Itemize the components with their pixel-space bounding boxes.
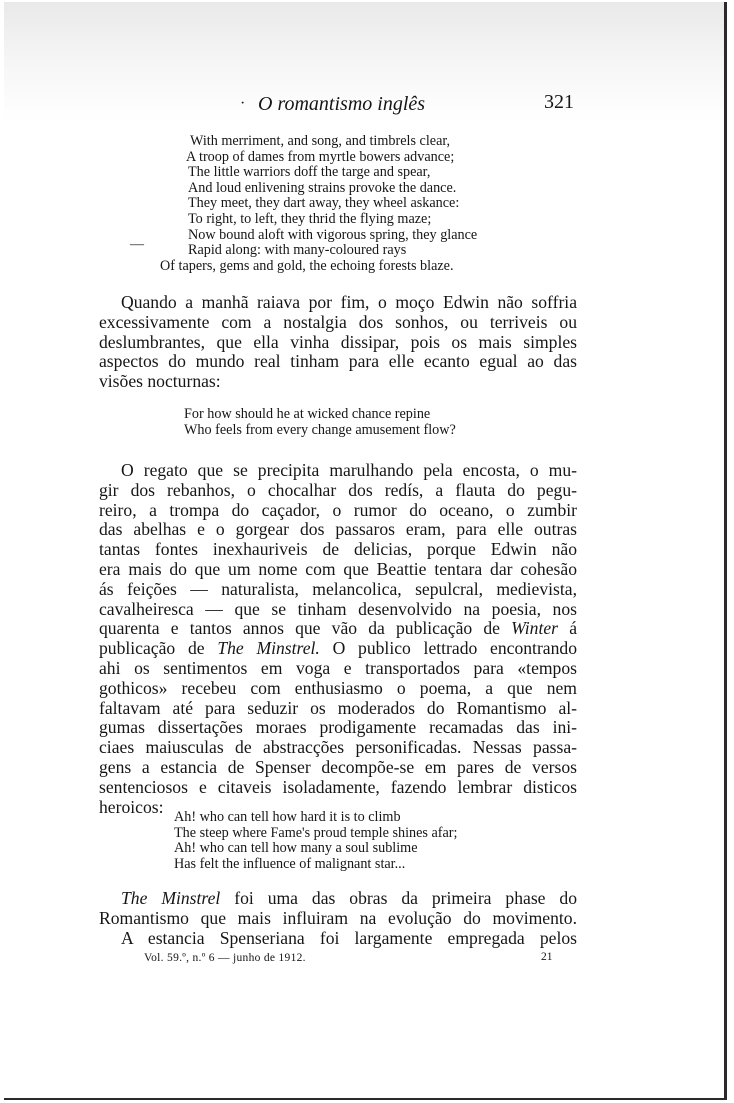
- verse-stanza-2: [174, 810, 457, 872]
- header-dot: ·: [240, 95, 246, 112]
- paragraph-1: [99, 293, 577, 392]
- text-line: [99, 639, 577, 659]
- text-line: reiro, a trompa do caçador, o rumor do oceano, o zumbir: [99, 499, 577, 520]
- verse-line: Ah! who can tell how hard it is to climb: [174, 809, 401, 825]
- text-line: excessivamente com a nostalgia dos sonhos, ou terriveis ou: [99, 311, 577, 332]
- text-span: quarenta e tantos annos que vão da publicação de: [99, 618, 512, 639]
- text-line: O regato que se precipita marulhando pela encosta, o mu-: [121, 460, 577, 480]
- text-line: das abelhas e o gorgear dos passaros eram, para elle outras: [99, 519, 577, 540]
- verse-couplet: [184, 407, 456, 438]
- verse-line: Has felt the influence of malignant star...: [174, 855, 406, 872]
- text-line: sentenciosos e citaveis isoladamente, fazendo lembrar disticos: [99, 776, 577, 797]
- text-line: aspectos do mundo real tinham para elle ecanto egual ao das: [99, 351, 577, 372]
- text-line: ás feições — naturalista, melancolica, sepulcral, medievista,: [99, 578, 577, 599]
- page-number: 321: [544, 91, 574, 113]
- work-title-winter: Winter: [511, 618, 559, 639]
- verse-line: The little warriors doff the targe and spear,: [188, 164, 431, 181]
- running-title: O romantismo inglês: [258, 93, 426, 115]
- footer-volume: Vol. 59.º, n.º 6 — junho de 1912.: [144, 952, 306, 964]
- text-line: era mais do que um nome com que Beattie tentara dar cohesão: [99, 558, 577, 579]
- paragraph-2: [99, 461, 577, 817]
- verse-line: For how should he at wicked chance repine: [184, 406, 431, 422]
- text-span: foi uma das obras da primeira phase do: [220, 888, 577, 908]
- verse-line: And loud enlivening strains provoke the dance.: [188, 179, 457, 196]
- text-line: deslumbrantes, que ella vinha dissipar, pois os mais simples: [99, 331, 577, 352]
- verse-line: They meet, they dart away, they wheel askance:: [188, 195, 460, 212]
- text-line: Romantismo que mais influiram na evolução do movimento.: [99, 907, 577, 928]
- text-line: heroicos:: [99, 796, 164, 817]
- signature-mark: 21: [541, 951, 553, 963]
- text-line: gothicos» recebeu com enthusiasmo o poema, a que nem: [99, 677, 577, 698]
- text-line: visões nocturnas:: [99, 371, 221, 392]
- text-line: gens a estancia de Spenser decompõe-se em pares de versos: [99, 756, 577, 777]
- text-line: ciaes maiusculas de abstracções personificadas. Nessas passa-: [99, 737, 577, 758]
- text-span: á: [558, 618, 577, 639]
- verse-line: Ah! who can tell how many a soul sublime: [174, 840, 418, 857]
- verse-line: Who feels from every change amusement flow?: [184, 421, 456, 438]
- verse-line: A troop of dames from myrtle bowers advance;: [186, 148, 455, 165]
- verse-line: The steep where Fame's proud temple shines afar;: [174, 824, 458, 841]
- text-line: Quando a manhã raiava por fim, o moço Edwin não soffria: [121, 292, 577, 312]
- text-line: [99, 619, 577, 639]
- verse-line: Now bound aloft with vigorous spring, they glance: [188, 226, 478, 243]
- text-line: cavalheiresca — que se tinham desenvolvido na poesia, nos: [99, 598, 577, 619]
- verse-line: To right, to left, they thrid the flying maze;: [188, 210, 432, 227]
- text-line: faltavam até para seduzir os moderados do Romantismo al-: [99, 697, 577, 718]
- work-title-minstrel: The Minstrel: [121, 888, 221, 908]
- margin-dash: —: [130, 237, 144, 252]
- verse-stanza-1: [160, 133, 478, 274]
- verse-line: Rapid along: with many-coloured rays: [188, 242, 407, 259]
- verse-line: With merriment, and song, and timbrels clear,: [190, 133, 451, 149]
- text-line: [99, 889, 577, 909]
- text-line: ahi os sentimentos em voga e transportados para «tempos: [99, 657, 577, 678]
- text-line: A estancia Spenseriana foi largamente empregada pelos: [121, 927, 577, 948]
- text-line: tantas fontes inexhauriveis de delicias, porque Edwin não: [99, 539, 577, 560]
- text-span: O publico lettrado encontrando: [319, 638, 578, 659]
- text-span: publicação de: [99, 638, 218, 659]
- verse-line: Of tapers, gems and gold, the echoing forests blaze.: [160, 257, 454, 274]
- work-title-minstrel: The Minstrel.: [217, 638, 320, 659]
- text-line: gumas dissertações moraes prodigamente recamadas das ini-: [99, 717, 577, 738]
- text-line: gir dos rebanhos, o chocalhar dos redís, a flauta do pegu-: [99, 479, 577, 500]
- paragraph-3: [99, 889, 577, 948]
